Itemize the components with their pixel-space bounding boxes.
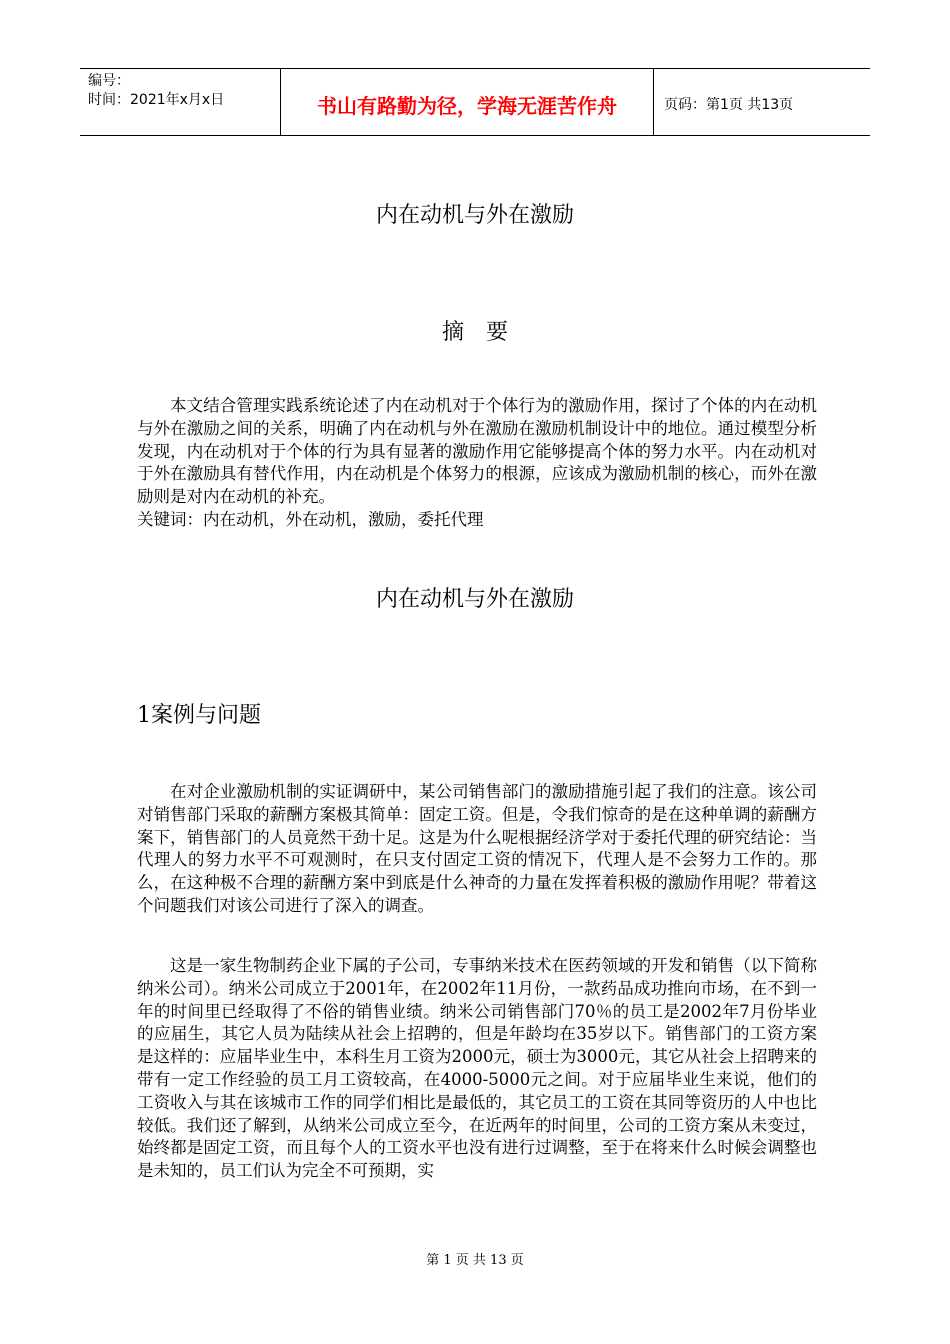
document-title: 内在动机与外在激励 (375, 203, 574, 228)
header-table (80, 68, 870, 136)
body-paragraph-2: 这是一家生物制药企业下属的子公司，专事纳米技术在医药领域的开发和销售（以下简称纳米公司）。纳米公司成立于2001年，在2002年11月份，一款药品成功推向市场，在不到一年的时间里已经取得了不俗的销售业绩。纳米公司销售部门70％的员工是2002年7月份毕业的应届生，其它人员为陆续从社会上招聘的，但是年龄均在35岁以下。销售部门的工资方案是这样的：应届毕业生中，本科生月工资为2000元，硕士为3000元，其它从社会上招聘来的带有一定工作经验的员工月工资较高，在4000-5000元之间。对于应届毕业生来说，他们的工资收入与其在该城市工作的同学们相比是最低的，其它员工的工资在其同等资历的人中也比较低。我们还了解到，从纳米公司成立至今，在近两年的时间里，公司的工资方案从未变过，始终都是固定工资，而且每个人的工资水平也没有进行过调整，至于在将来什么时候会调整也是未知的，员工们认为完全不可预期，实 (137, 956, 817, 1181)
document-number-label: 编号： (88, 73, 130, 89)
abstract-paragraph: 本文结合管理实践系统论述了内在动机对于个体行为的激励作用，探讨了个体的内在动机与外在激励之间的关系，明确了内在动机与外在激励在激励机制设计中的地位。通过模型分析发现，内在动机对于个体的行为具有显著的激励作用它能够提高个体的努力水平。内在动机对于外在激励具有替代作用，内在动机是个体努力的根源，应该成为激励机制的核心，而外在激励则是对内在动机的补充。 (137, 396, 817, 507)
page-footer: 第 1 页 共 13 页 (426, 1253, 524, 1268)
body-paragraph-1: 在对企业激励机制的实证调研中，某公司销售部门的激励措施引起了我们的注意。该公司对销售部门采取的薪酬方案极其简单：固定工资。但是，令我们惊奇的是在这种单调的薪酬方案下，销售部门的人员竟然干劲十足。这是为什么呢根据经济学对于委托代理的研究结论：当代理人的努力水平不可观测时，在只支付固定工资的情况下，代理人是不会努力工作的。那么，在这种极不合理的薪酬方案中到底是什么神奇的力量在发挥着积极的激励作用呢？带着这个问题我们对该公司进行了深入的调查。 (137, 782, 817, 915)
keywords-line: 关键词：内在动机，外在动机，激励，委托代理 (137, 510, 484, 529)
header-meta-cell (80, 69, 281, 135)
body-title: 内在动机与外在激励 (375, 587, 574, 612)
header-page-info: 页码：第1页 共13页 (664, 97, 794, 113)
document-date: 时间：2021年x月x日 (88, 92, 225, 108)
header-motto: 书山有路勤为径，学海无涯苦作舟 (281, 69, 654, 135)
section-heading: 1案例与问题 (137, 703, 261, 728)
abstract-heading: 摘 要 (441, 320, 508, 345)
